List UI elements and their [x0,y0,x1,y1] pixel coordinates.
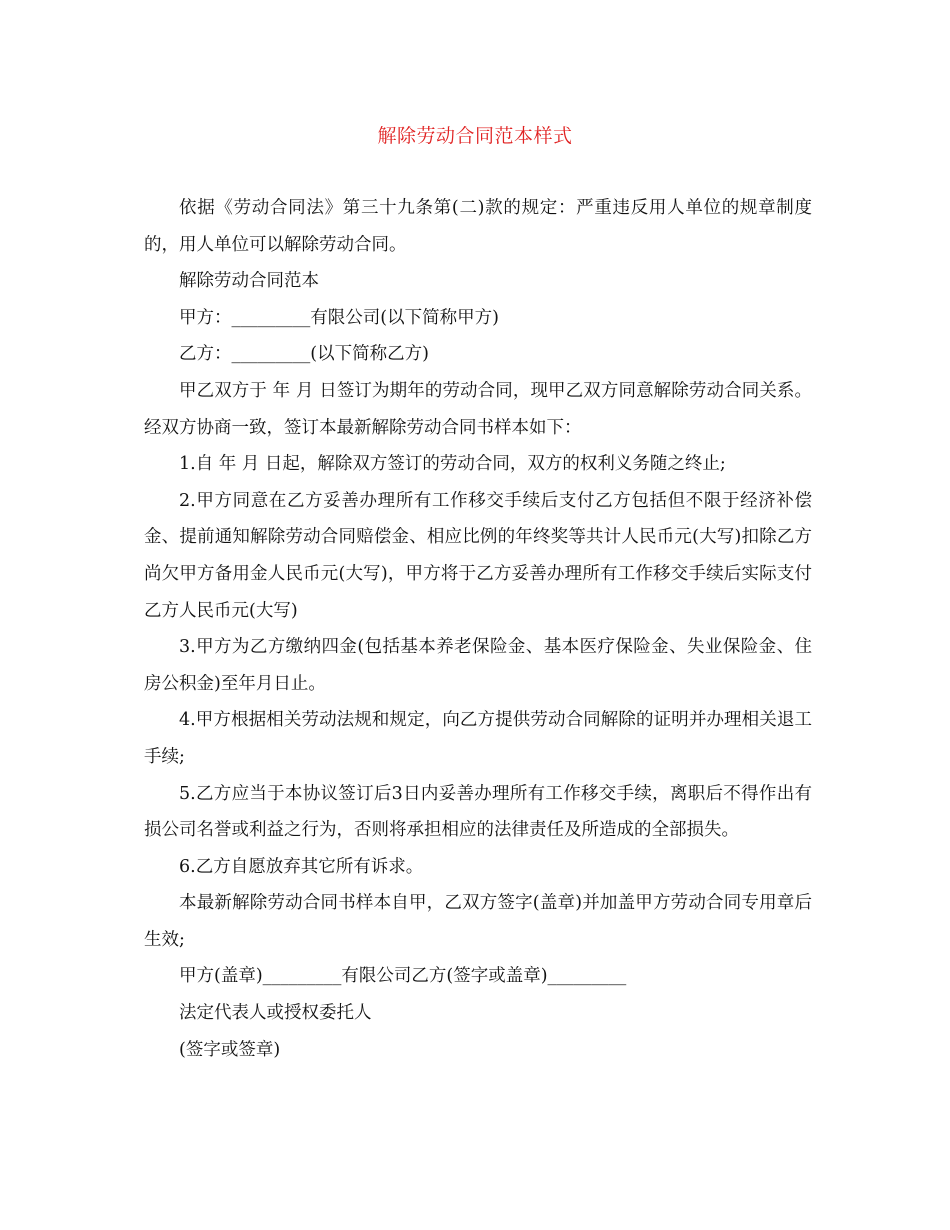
paragraph-template-heading: 解除劳动合同范本 [179,271,319,292]
paragraph-effective: 本最新解除劳动合同书样本自甲，乙双方签字(盖章)并加盖甲方劳动合同专用章后生效; [144,893,812,950]
signature-note: (签字或签章) [179,1039,281,1060]
clause-6: 6.乙方自愿放弃其它所有诉求。 [179,856,424,877]
legal-representative-label: 法定代表人或授权委托人 [179,1003,372,1024]
paragraph-legal-basis: 依据《劳动合同法》第三十九条第(二)款的规定：严重违反用人单位的规章制度的，用人单位可以解除劳动合同。 [144,198,812,255]
paragraph-party-a: 甲方：_________有限公司(以下简称甲方) [179,307,499,328]
paragraph-agreement-intro: 甲乙双方于 年 月 日签订为期年的劳动合同，现甲乙双方同意解除劳动合同关系。经双方协商一致，签订本最新解除劳动合同书样本如下： [144,380,812,438]
document-body [144,190,812,1068]
clause-1: 1.自 年 月 日起，解除双方签订的劳动合同，双方的权利义务随之终止; [179,454,726,475]
clause-2: 2.甲方同意在乙方妥善办理所有工作移交手续后支付乙方包括但不限于经济补偿金、提前通知解除劳动合同赔偿金、相应比例的年终奖等共计人民币元(大写)扣除乙方尚欠甲方备用金人民币元(大写)，甲方将于乙方妥善办理所有工作移交手续后实际支付乙方人民币元(大写) [144,490,812,621]
signature-line: 甲方(盖章)_________有限公司乙方(签字或盖章)_________ [179,966,627,987]
clause-4: 4.甲方根据相关劳动法规和规定，向乙方提供劳动合同解除的证明并办理相关退工手续; [144,710,812,767]
clause-5: 5.乙方应当于本协议签订后3日内妥善办理所有工作移交手续，离职后不得作出有损公司名誉或利益之行为，否则将承担相应的法律责任及所造成的全部损失。 [144,783,812,841]
paragraph-party-b: 乙方：_________(以下简称乙方) [179,344,429,365]
document-title: 解除劳动合同范本样式 [377,125,573,147]
clause-3: 3.甲方为乙方缴纳四金(包括基本养老保险金、基本医疗保险金、失业保险金、住房公积金)至年月日止。 [144,637,812,694]
